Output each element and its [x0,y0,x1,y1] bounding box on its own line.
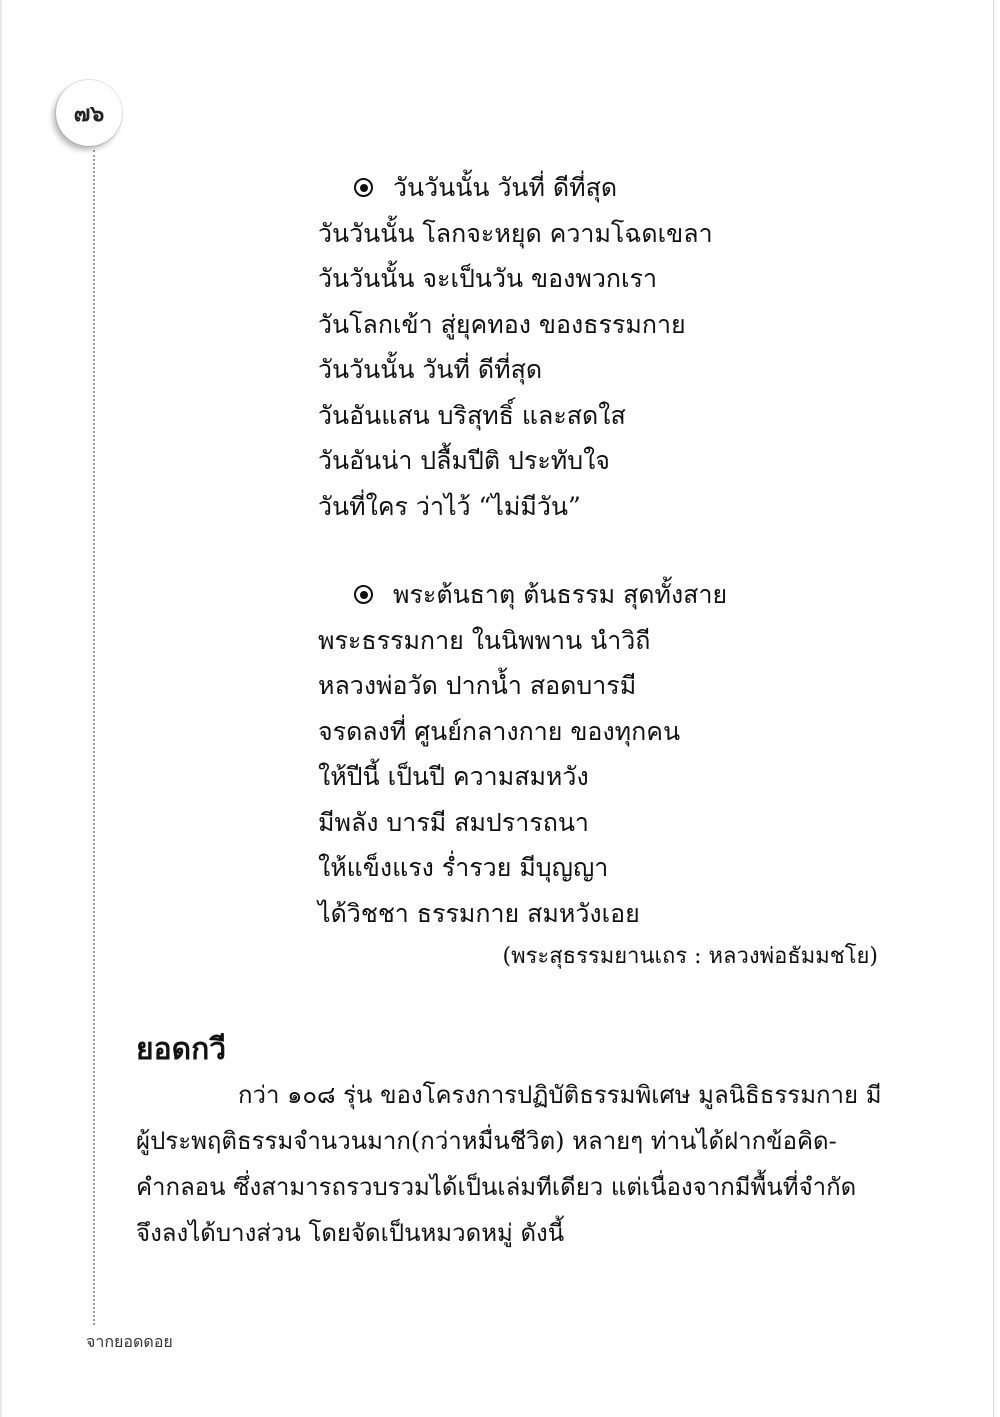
poem-line [318,165,918,211]
poem-line: วันที่ใคร ว่าไว้ “ไม่มีวัน” [318,491,581,521]
poem-line: พระธรรมกาย ในนิพพาน นำวิถี [318,625,651,655]
poem-line-text: วันวันนั้น วันที่ ดีที่สุด [393,173,618,202]
page-left-edge [0,0,2,1417]
poem-line: วันวันนั้น โลกจะหยุด ความโฉดเขลา [318,218,713,248]
poem-line-text: พระต้นธาตุ ต้นธรรม สุดทั้งสาย [393,580,728,609]
running-footer: จากยอดดอย [86,1332,173,1351]
poem-line: วันอันน่า ปลื้มปีติ ประทับใจ [318,446,610,475]
poem-line: ให้แข็งแรง ร่ำรวย มีบุญญา [318,853,609,882]
poem-line: จรดลงที่ ศูนย์กลางกาย ของทุกคน [318,716,681,746]
body-paragraph [136,1072,882,1256]
page-right-edge [993,0,994,1417]
margin-dotted-rule [93,150,95,1325]
poem-line: มีพลัง บารมี สมปรารถนา [318,807,589,837]
poem-line: วันวันนั้น จะเป็นวัน ของพวกเรา [318,264,658,293]
body-line: ผู้ประพฤติธรรมจำนวนมาก(กว่าหมื่นชีวิต) หลายๆ ท่านได้ฝากข้อคิด- [136,1127,837,1155]
page-number-badge [56,80,122,146]
body-line: คำกลอน ซึ่งสามารถรวบรวมได้เป็นเล่มทีเดียว แต่เนื่องจากมีพื้นที่จำกัด [136,1173,857,1201]
body-line: จึงลงได้บางส่วน โดยจัดเป็นหมวดหมู่ ดังนี้ [136,1219,565,1247]
circle-bullet-icon [354,585,373,604]
page-number: ๗๖ [73,100,105,127]
poem-line: ได้วิชชา ธรรมกาย สมหวังเอย [318,898,640,928]
poem-line: ให้ปีนี้ เป็นปี ความสมหวัง [318,762,589,791]
poem-stanza-2 [318,572,918,936]
poem-line: วันโลกเข้า สู่ยุคทอง ของธรรมกาย [318,309,686,339]
poem-line: หลวงพ่อวัด ปากน้ำ สอดบารมี [318,671,637,700]
poem-line [318,572,918,618]
section-heading: ยอดกวี [136,1032,227,1067]
circle-bullet-icon [354,178,373,197]
poem-line: วันอันแสน บริสุทธิ์ และสดใส [318,400,626,430]
poem-line: วันวันนั้น วันที่ ดีที่สุด [318,355,543,384]
poem-stanza-1 [318,165,918,529]
poem-attribution: (พระสุธรรมยานเถร : หลวงพ่อธัมมชโย) [502,944,878,969]
body-line: กว่า ๑๐๘ รุ่น ของโครงการปฏิบัติธรรมพิเศษ มูลนิธิธรรมกาย มี [238,1081,882,1109]
